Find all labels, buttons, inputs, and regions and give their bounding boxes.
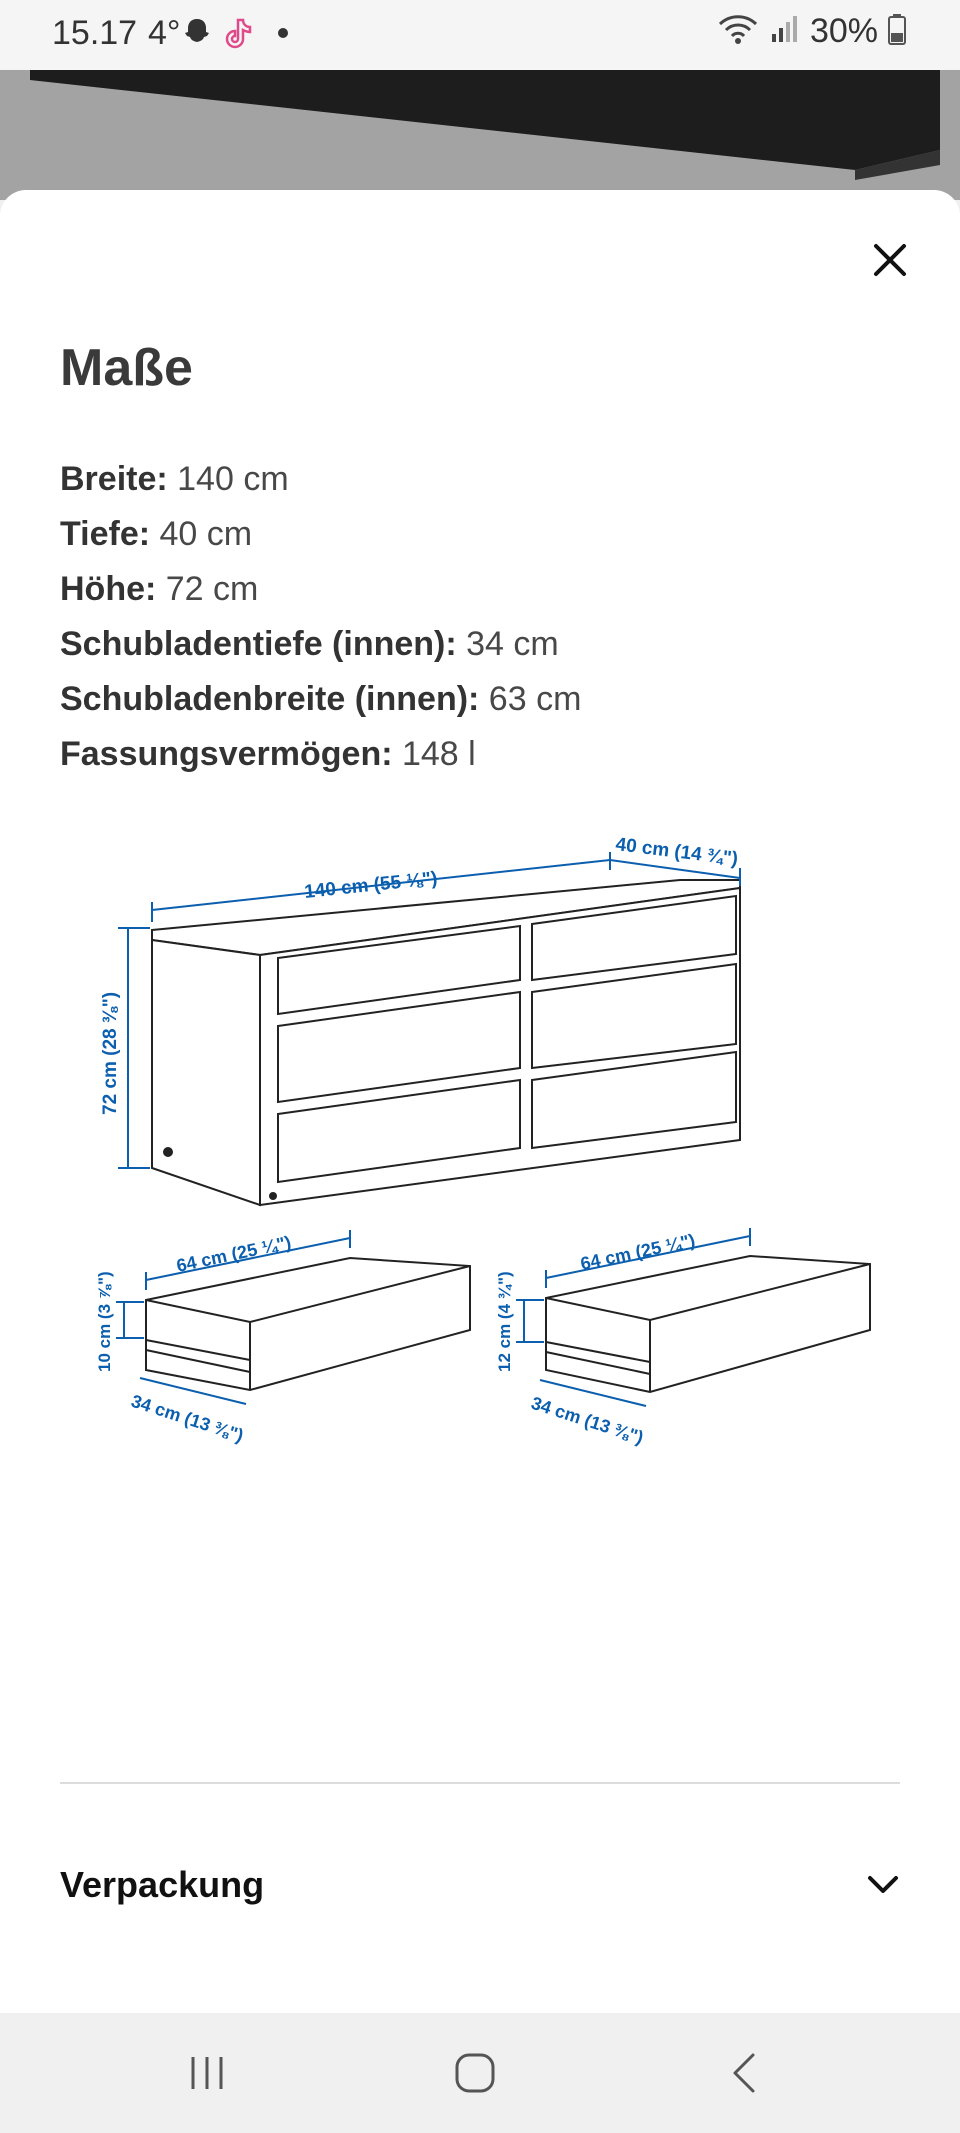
product-photo [0, 70, 960, 200]
drawer-2-height-label: 12 cm (4 ¾") [495, 1271, 514, 1372]
drawer-2-width-label: 64 cm (25 ¼") [578, 1230, 697, 1274]
status-time: 15.17 [52, 14, 138, 52]
dot-icon [276, 26, 290, 45]
drawer-2-depth-label: 34 cm (13 ⅜") [528, 1392, 646, 1448]
status-right [716, 12, 906, 51]
back-icon [729, 2051, 759, 2095]
system-nav-bar [0, 2013, 960, 2133]
wifi-icon [716, 12, 760, 51]
back-button[interactable] [694, 2043, 794, 2103]
recent-apps-icon [185, 2053, 229, 2093]
status-temperature: 4° [148, 14, 181, 52]
home-icon [453, 2051, 497, 2095]
close-button[interactable] [860, 230, 920, 290]
packaging-label: Verpackung [60, 1864, 265, 1905]
drawer-1-width-label: 64 cm (25 ¼") [174, 1232, 293, 1276]
divider [60, 1782, 900, 1784]
spec-label: Höhe: [60, 570, 157, 608]
height-label: 72 cm (28 ⅜") [100, 991, 121, 1115]
spec-label: Schubladenbreite (innen): [60, 680, 480, 718]
spec-label: Tiefe: [60, 515, 151, 553]
depth-label: 40 cm (14 ¾") [614, 834, 740, 870]
spec-row-breite [60, 452, 581, 507]
drawer-1-drawing [146, 1258, 470, 1390]
spec-row-schubladenbreite [60, 672, 581, 727]
snapchat-icon [180, 16, 214, 55]
drawer-1-depth-label: 34 cm (13 ⅜") [128, 1390, 246, 1446]
spec-list [60, 452, 581, 782]
close-icon [872, 242, 908, 278]
signal-icon [770, 14, 800, 49]
spec-row-schubladentiefe [60, 617, 581, 672]
spec-value: 34 cm [456, 625, 559, 663]
spec-row-fassungsvermoegen [60, 727, 581, 782]
spec-value: 63 cm [479, 680, 582, 718]
spec-label: Schubladentiefe (innen): [60, 625, 457, 663]
status-bar [0, 0, 960, 70]
dimension-diagram [60, 830, 900, 1870]
spec-value: 140 cm [167, 460, 289, 498]
tiktok-icon [222, 16, 256, 55]
spec-value: 40 cm [150, 515, 253, 553]
battery-icon [888, 13, 906, 50]
dresser-drawing [152, 880, 740, 1205]
packaging-accordion[interactable] [60, 1850, 900, 1920]
home-button[interactable] [425, 2043, 525, 2103]
recent-apps-button[interactable] [157, 2043, 257, 2103]
spec-label: Breite: [60, 460, 168, 498]
spec-row-hoehe [60, 562, 581, 617]
dimensions-sheet [0, 190, 960, 2013]
spec-value: 72 cm [156, 570, 259, 608]
spec-row-tiefe [60, 507, 581, 562]
page-title: Maße [60, 339, 193, 397]
drawer-1-height-label: 10 cm (3 ⅞") [95, 1271, 114, 1372]
battery-percent: 30% [809, 12, 878, 50]
drawer-2-drawing [546, 1256, 870, 1392]
spec-label: Fassungsvermögen: [60, 735, 393, 773]
chevron-down-icon [866, 1874, 900, 1896]
spec-value: 148 l [392, 735, 476, 773]
width-label: 140 cm (55 ⅛") [303, 868, 439, 903]
